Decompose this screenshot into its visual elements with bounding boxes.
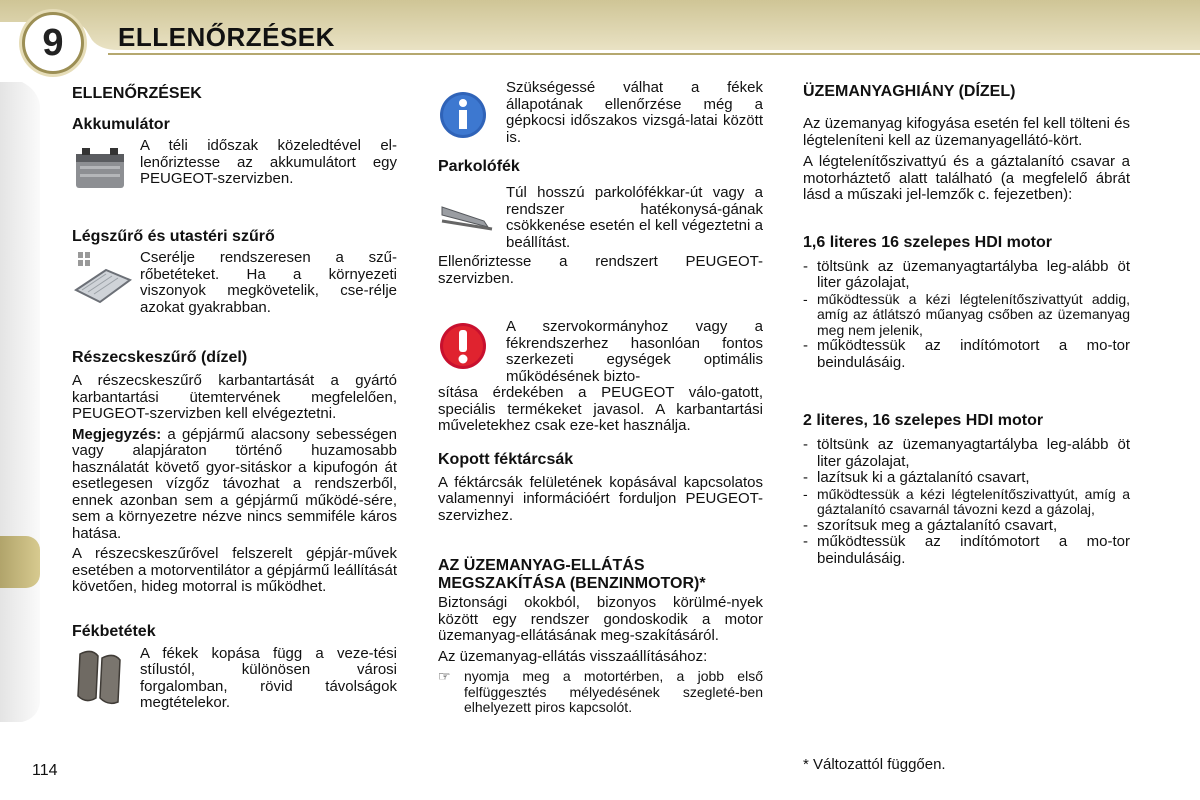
engine-20-title: 2 literes, 16 szelepes HDI motor (803, 412, 1044, 429)
engine-16-bullets (803, 259, 1130, 372)
particle-filter-note (72, 427, 397, 543)
page-number: 114 (32, 762, 58, 779)
note-text: a gépjármű alacsony sebességen vagy alapjáraton történő huzamosabb használatát követő gyor-sitáskor a kipufogón át esetlegesen vízgőz távozhat a rendszerből, ennek azonban sem a gépjármű működé-sére, sem a környezetre nézve nincs semmiféle káros hatása. (72, 425, 397, 542)
bullet-text: töltsünk az üzemanyagtartályba leg-alább öt liter gázolajat, (817, 436, 1130, 470)
bullet-dash: - (803, 257, 808, 275)
column-3 (803, 80, 1130, 773)
fuel-cut-title: AZ ÜZEMANYAG-ELLÁTÁS MEGSZAKÍTÁSA (BENZINMOTOR)* (438, 557, 706, 592)
battery-icon (72, 138, 128, 194)
fuel-cut-text-2: Az üzemanyag-ellátás visszaállításához: (438, 647, 708, 665)
airfilter-title: Légszűrő és utastéri szűrő (72, 228, 275, 245)
bullet-dash: - (803, 337, 808, 354)
engine-16-title: 1,6 literes 16 szelepes HDI motor (803, 233, 1052, 251)
bullet-dash: - (803, 533, 808, 550)
fuel-out-text: Az üzemanyag kifogyása esetén fel kell tölteni és légteleníteni kell az üzemanyagellátó-kört. (803, 115, 1130, 149)
list-item (803, 338, 1130, 371)
particle-filter-title: Részecskeszűrő (dízel) (72, 349, 248, 366)
bullet-text: lazítsuk ki a gáztalanító csavart, (817, 469, 1030, 486)
note-label: Megjegyzés: (72, 425, 162, 443)
footnote: * Változattól függően. (803, 756, 946, 773)
side-margin-strip (0, 82, 42, 722)
info-icon (438, 90, 488, 140)
parking-brake-title: Parkolófék (438, 158, 520, 175)
parking-brake-text: Túl hosszú parkolófékkar-út vagy a rendszer hatékonysá-gának csökkenése esetén el kell végeztetni a beállítást. (506, 184, 763, 251)
battery-title: Akkumulátor (72, 116, 170, 133)
engine-20-bullets (803, 437, 1130, 567)
bullet-text: működtessük a kézi légtelenítőszivattyút, amíg a gáztalanító csavarnál távozni kezd a gázolaj, (817, 485, 1130, 517)
chapter-side-tab (0, 536, 40, 588)
pointing-hand-icon: ☞ (438, 668, 451, 684)
bullet-text: működtessük az indítómotort a mo-tor beindulásáig. (817, 337, 1130, 371)
list-item (803, 292, 1130, 339)
fuel-out-text-2: A légtelenítőszivattyú és a gáztalanító csavar a motorháztető alatt található (a megfelelő ábrát lásd a műszaki jel-lemzők c. fejezetben): (803, 153, 1130, 203)
parking-brake-text-2: Ellenőriztesse a rendszert PEUGEOT-szervizben. (438, 253, 763, 287)
bullet-dash: - (803, 290, 808, 307)
page-title: ELLENŐRZÉSEK (118, 22, 335, 52)
battery-text: A téli időszak közeledtével el-lenőriztesse az akkumulátort egy PEUGEOT-szervizben. (140, 137, 397, 187)
bullet-text: működtessük az indítómotort a mo-tor beindulásáig. (817, 533, 1130, 567)
bullet-dash: - (803, 436, 808, 453)
list-item (803, 534, 1130, 567)
bullet-text: töltsünk az üzemanyagtartályba leg-alább öt liter gázolajat, (817, 257, 1130, 291)
bullet-text: szorítsuk meg a gáztalanító csavart, (817, 516, 1058, 534)
fuel-out-title: ÜZEMANYAGHIÁNY (DÍZEL) (803, 83, 1016, 100)
brake-discs-text: A féktárcsák felületének kopásával kapcsolatos valamennyi információért forduljon PEUGEOT-szervizhez. (438, 473, 763, 524)
particle-filter-fan-text: A részecskeszűrővel felszerelt gépjár-művek esetében a motorventilátor a gépjármű leállítását követően, hideg motorral is működhet. (72, 545, 397, 595)
section-heading: ELLENŐRZÉSEK (72, 85, 202, 102)
info-text: Szükségessé válhat a fékek állapotának ellenőrzése még a gépkocsi időszakos vizsgá-latai között is. (506, 79, 763, 146)
list-item (803, 518, 1130, 535)
warning-icon (438, 321, 488, 371)
warning-text-a: A szervokormányhoz vagy a fékrendszerhez hasonlóan fontos szerkezeti egységek optimális működésének bizto- (506, 318, 763, 385)
chapter-number-badge: 9 (22, 12, 84, 74)
warning-text-b: sítása érdekében a PEUGEOT válo-gatott, speciális termékeket javasol. A karbantartási műveletekhez csak eze-ket használja. (438, 384, 763, 434)
column-2 (438, 80, 763, 716)
page-header (0, 0, 1200, 62)
bullet-dash: - (803, 469, 808, 486)
column-1 (72, 80, 397, 712)
brake-pads-icon (72, 646, 128, 706)
bullet-dash: - (803, 485, 808, 502)
parking-brake-icon (438, 185, 498, 235)
list-item (803, 259, 1130, 292)
fuel-cut-text: Biztonsági okokból, bizonyos körülmé-nyek között egy rendszer gondoskodik a motor üzemanyag-ellátásának meg-szakításáról. (438, 594, 763, 644)
brake-pads-title: Fékbetétek (72, 622, 156, 640)
fuel-cut-bullet: ☞ nyomja meg a motortérben, a jobb első felfüggesztés mélyedésének szegleté-ben elhelyezett piros kapcsolót. (438, 668, 763, 715)
brake-discs-title: Kopott féktárcsák (438, 450, 574, 468)
bullet-text: működtessük a kézi légtelenítőszivattyút addig, amíg az átlátszó műanyag csőben az üzemanyag meg nem jelenik, (817, 290, 1130, 338)
brake-pads-text: A fékek kopása függ a veze-tési stílustól, különösen városi forgalomban, rövid távolságok megtételekor. (140, 644, 397, 711)
air-filter-icon (72, 250, 132, 306)
list-item (803, 470, 1130, 487)
particle-filter-text: A részecskeszűrő karbantartását a gyártó karbantartási ütemtervének megfelelően, PEUGEOT-szervizben kell elvégeztetni. (72, 372, 397, 422)
list-item (803, 487, 1130, 518)
airfilter-text: Cserélje rendszeresen a szű-rőbetéteket. Ha a környezeti viszonyok megkövetelik, cse-rélje azokat gyakrabban. (140, 249, 397, 316)
list-item (803, 437, 1130, 470)
bullet-dash: - (803, 516, 808, 534)
